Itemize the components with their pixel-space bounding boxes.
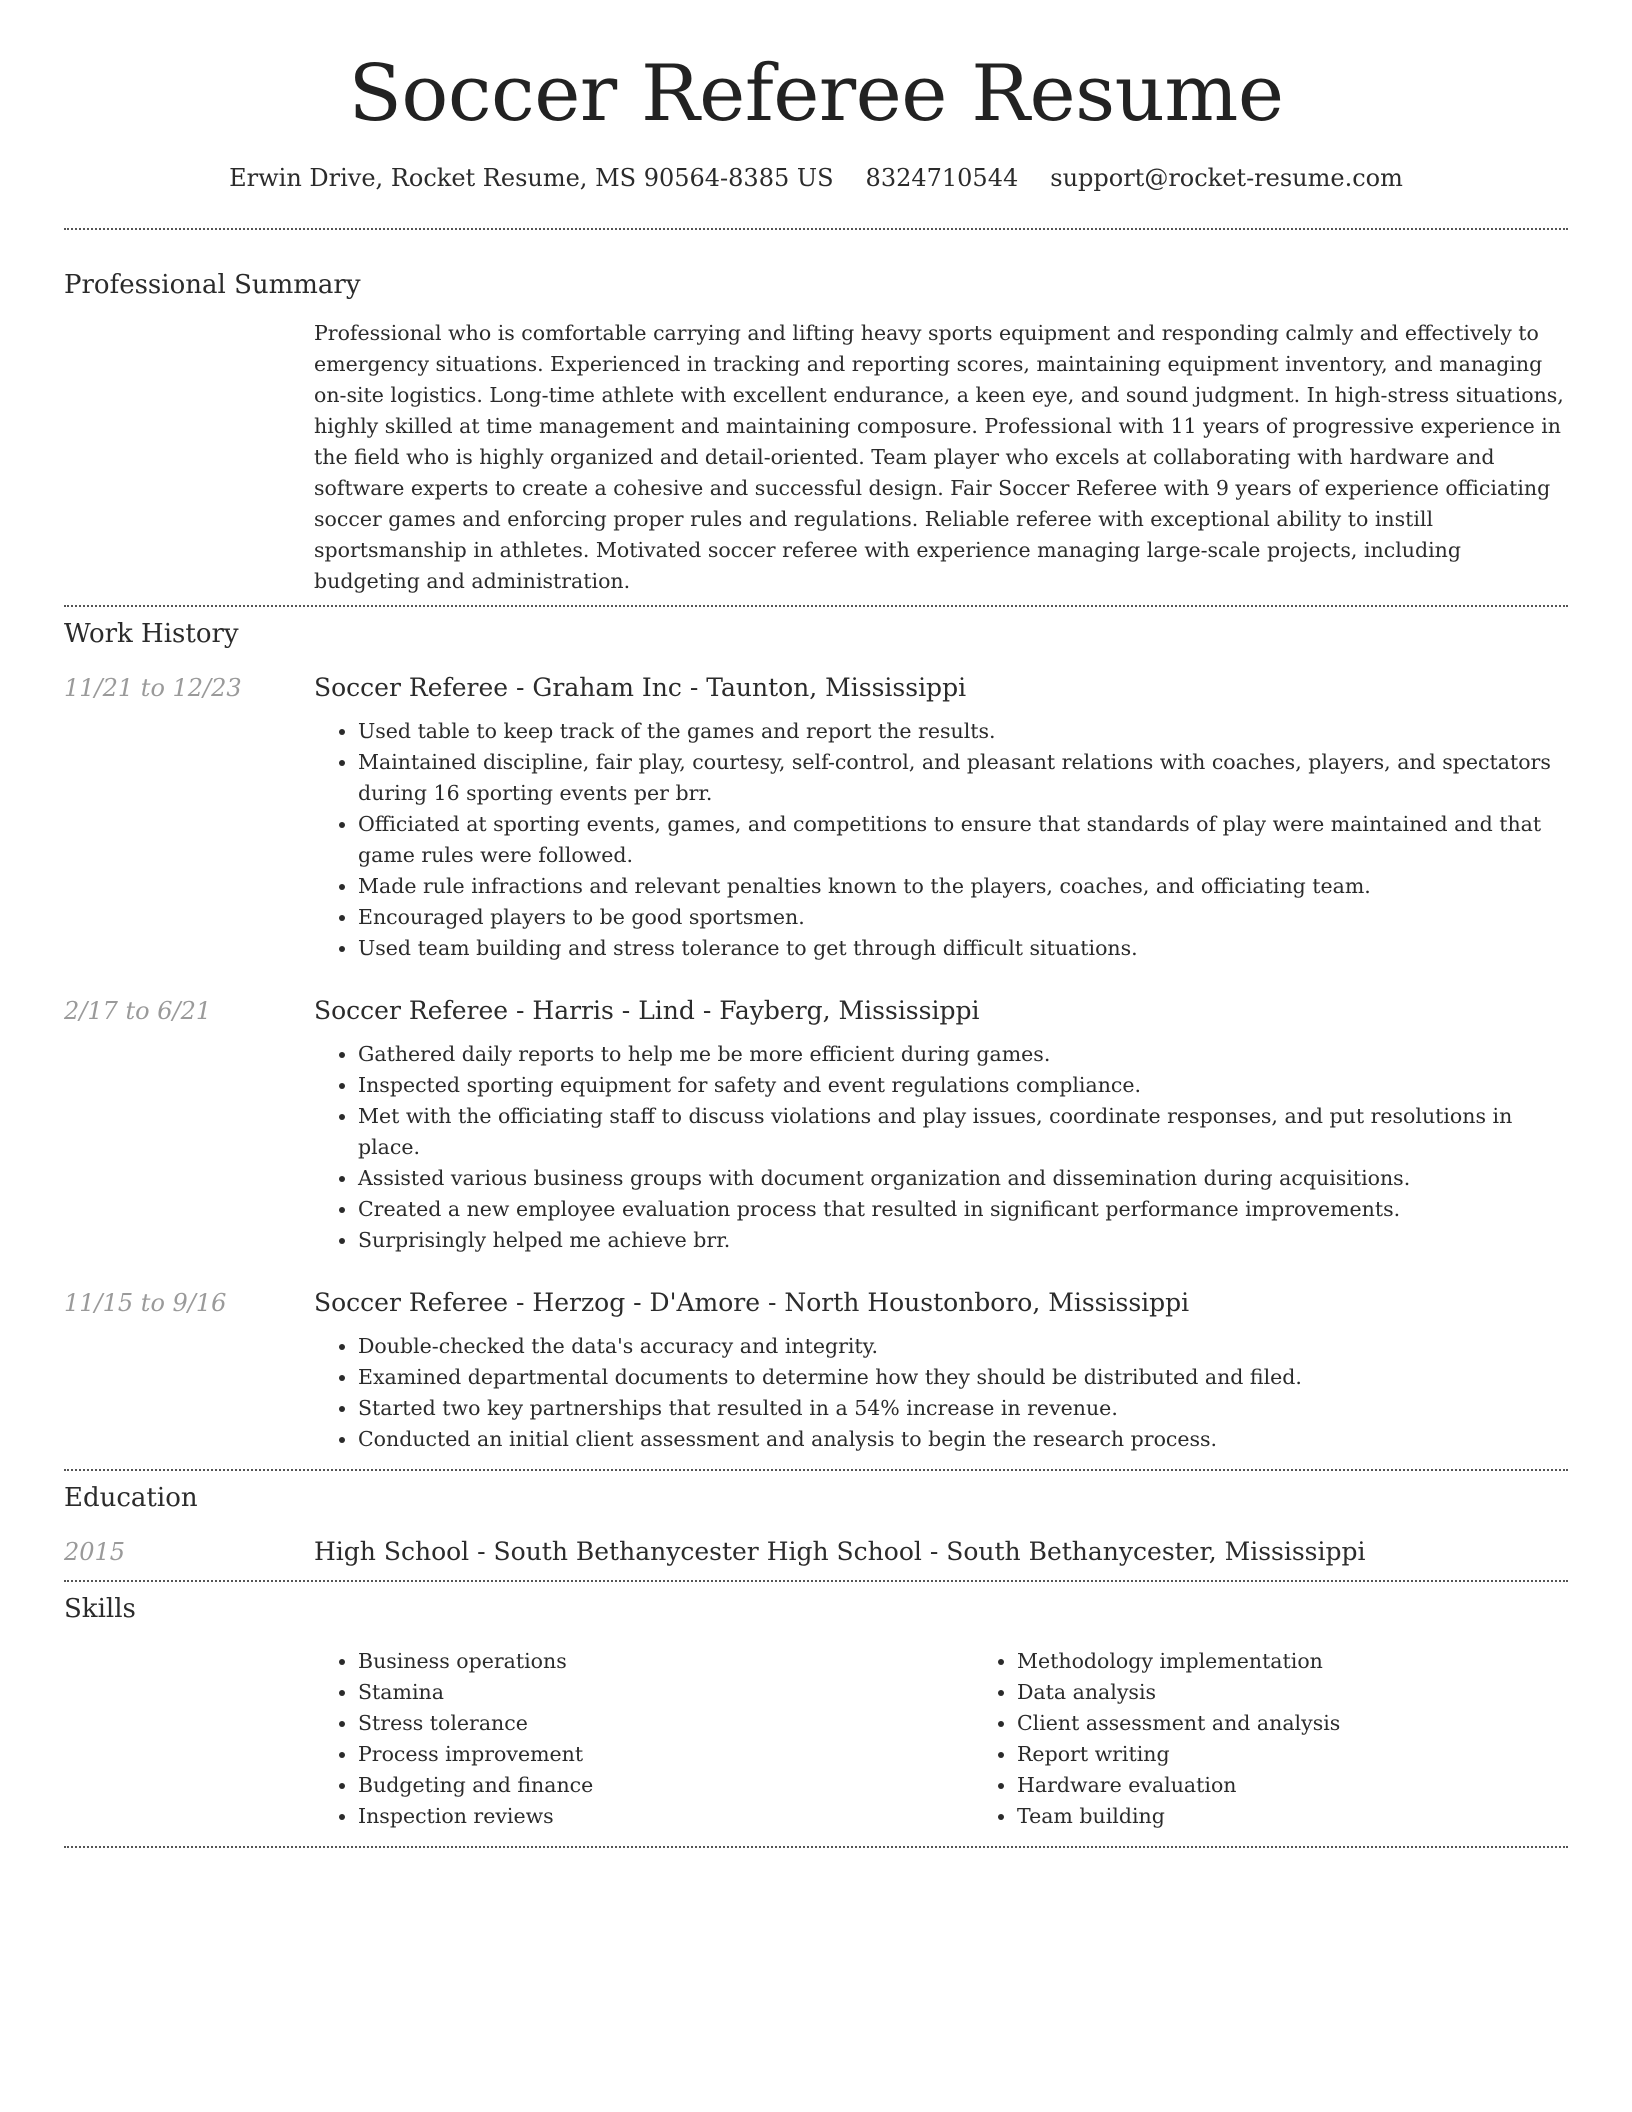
skill-item: • Client assessment and analysis (1017, 1708, 1632, 1739)
education-year: 2015 (64, 1537, 126, 1566)
skill-item: • Process improvement (358, 1739, 973, 1770)
skills-heading: Skills (64, 1593, 136, 1624)
section-divider (64, 1469, 1568, 1471)
skill-item: • Team building (1017, 1801, 1632, 1832)
skills-section (64, 1594, 1568, 1832)
education-section (64, 1483, 1568, 1566)
skills-list-left (314, 1646, 973, 1832)
list-item: • Maintained discipline, fair play, courtesy, self-control, and pleasant relations with coaches, players, and spectators during 16 sporting events per brr. (358, 747, 1568, 809)
job-entry (64, 996, 1568, 1256)
list-item: • Inspected sporting equipment for safety and event regulations compliance. (358, 1070, 1568, 1101)
job-dates: 11/21 to 12/23 (64, 673, 242, 702)
job-title: Soccer Referee - Graham Inc - Taunton, Mississippi (314, 672, 967, 702)
skill-item: • Methodology implementation (1017, 1646, 1632, 1677)
list-item: • Surprisingly helped me achieve brr. (358, 1225, 1568, 1256)
skill-item: • Business operations (358, 1646, 973, 1677)
summary-text: Professional who is comfortable carrying and lifting heavy sports equipment and responding calmly and effectively to emergency situations. Experienced in tracking and reporting scores, maintaining equipment inventory, and managing on-site logistics. Long-time athlete with excellent endurance, a keen eye, and sound judgment. In high-stress situations, highly skilled at time management and maintaining composure. Professional with 11 years of progressive experience in the field who is highly organized and detail-oriented. Team player who excels at collaborating with hardware and software experts to create a cohesive and successful design. Fair Soccer Referee with 9 years of experience officiating soccer games and enforcing proper rules and regulations. Reliable referee with exceptional ability to instill sportsmanship in athletes. Motivated soccer referee with experience managing large-scale projects, including budgeting and administration. (314, 320, 1564, 593)
job-dates: 2/17 to 6/21 (64, 996, 212, 1025)
work-history-heading: Work History (64, 618, 239, 649)
list-item: • Made rule infractions and relevant penalties known to the players, coaches, and officiating team. (358, 871, 1568, 902)
list-item: • Assisted various business groups with document organization and dissemination during acquisitions. (358, 1163, 1568, 1194)
job-bullets (314, 716, 1568, 964)
contact-phone: 8324710544 (865, 163, 1019, 192)
section-divider (64, 1846, 1568, 1848)
skills-list-right (973, 1646, 1632, 1832)
list-item: • Created a new employee evaluation process that resulted in significant performance improvements. (358, 1194, 1568, 1225)
work-history-section (64, 619, 1568, 1455)
list-item: • Started two key partnerships that resulted in a 54% increase in revenue. (358, 1393, 1568, 1424)
list-item: • Encouraged players to be good sportsmen. (358, 902, 1568, 933)
job-dates: 11/15 to 9/16 (64, 1288, 227, 1317)
list-item: • Gathered daily reports to help me be more efficient during games. (358, 1039, 1568, 1070)
contact-email: support@rocket-resume.com (1050, 163, 1403, 192)
skill-item: • Stress tolerance (358, 1708, 973, 1739)
contact-address: Erwin Drive, Rocket Resume, MS 90564-8385 US (229, 163, 834, 192)
job-title: Soccer Referee - Herzog - D'Amore - North Houstonboro, Mississippi (314, 1287, 1190, 1317)
education-heading: Education (64, 1482, 198, 1513)
skill-item: • Report writing (1017, 1739, 1632, 1770)
list-item: • Met with the officiating staff to discuss violations and play issues, coordinate responses, and put resolutions in place. (358, 1101, 1568, 1163)
summary-section (64, 270, 1568, 597)
summary-heading: Professional Summary (64, 269, 361, 300)
list-item: • Double-checked the data's accuracy and integrity. (358, 1331, 1568, 1362)
skill-item: • Hardware evaluation (1017, 1770, 1632, 1801)
list-item: • Examined departmental documents to determine how they should be distributed and filed. (358, 1362, 1568, 1393)
section-divider (64, 1580, 1568, 1582)
list-item: • Used team building and stress tolerance to get through difficult situations. (358, 933, 1568, 964)
contact-line (64, 164, 1568, 192)
job-title: Soccer Referee - Harris - Lind - Fayberg, Mississippi (314, 995, 980, 1025)
section-divider (64, 605, 1568, 607)
skill-item: • Data analysis (1017, 1677, 1632, 1708)
section-divider (64, 228, 1568, 230)
list-item: • Used table to keep track of the games and report the results. (358, 716, 1568, 747)
job-entry (64, 673, 1568, 964)
skill-item: • Inspection reviews (358, 1801, 973, 1832)
list-item: • Officiated at sporting events, games, and competitions to ensure that standards of play were maintained and that game rules were followed. (358, 809, 1568, 871)
education-entry: High School - South Bethanycester High School - South Bethanycester, Mississippi (314, 1536, 1366, 1566)
job-bullets (314, 1039, 1568, 1256)
list-item: • Conducted an initial client assessment and analysis to begin the research process. (358, 1424, 1568, 1455)
skill-item: • Stamina (358, 1677, 973, 1708)
resume-title: Soccer Referee Resume (348, 49, 1284, 139)
skill-item: • Budgeting and finance (358, 1770, 973, 1801)
job-entry (64, 1288, 1568, 1455)
job-bullets (314, 1331, 1568, 1455)
resume-header (64, 0, 1568, 192)
